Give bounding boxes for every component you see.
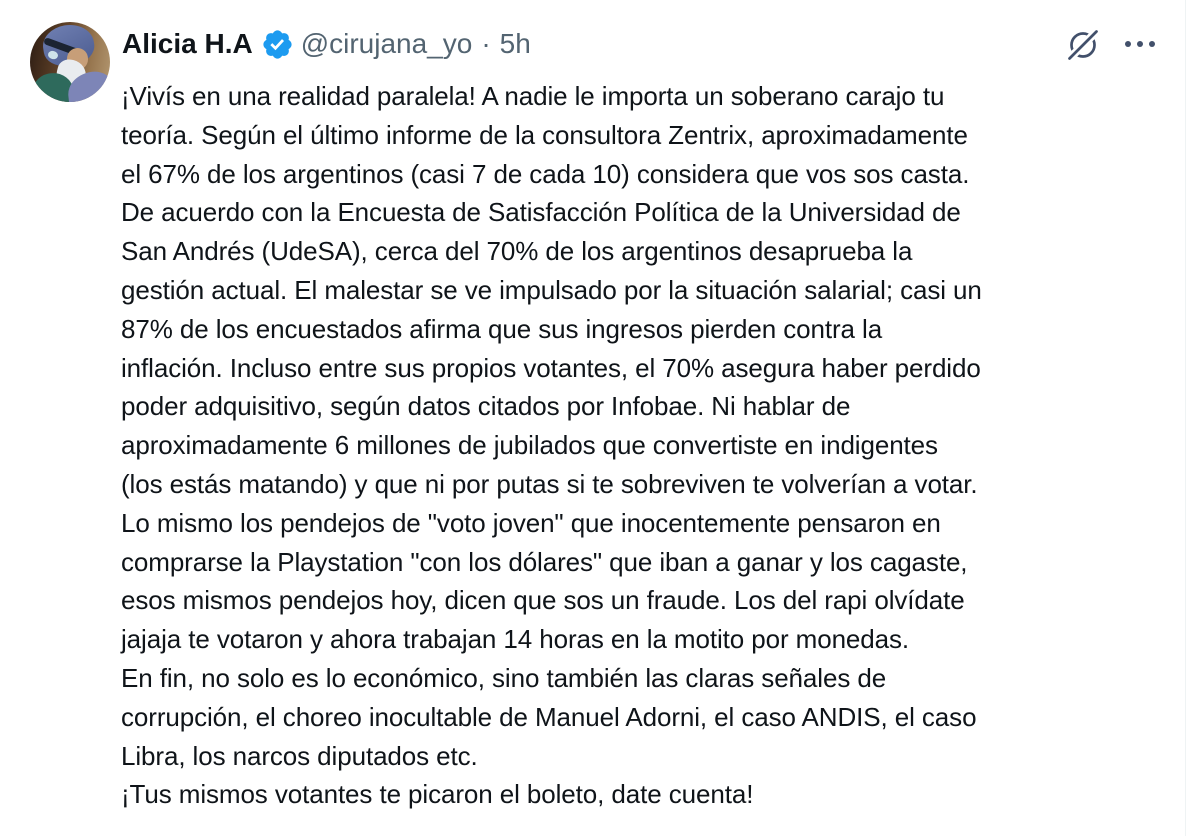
tweet-text-line: comprarse la Playstation "con los dólares" que iban a ganar y los cagaste, — [121, 546, 968, 577]
tweet-text-line: San Andrés (UdeSA), cerca del 70% de los argentinos desaprueba la — [121, 236, 913, 267]
tweet-text-line: De acuerdo con la Encuesta de Satisfacción Política de la Universidad de — [121, 197, 961, 228]
grok-slash-circle-icon — [1063, 24, 1103, 64]
tweet-text-line: inflación. Incluso entre sus propios votantes, el 70% asegura haber perdido — [121, 352, 981, 383]
tweet-text-line: esos mismos pendejos hoy, dicen que sos un fraude. Los del rapi olvídate — [121, 585, 965, 616]
tweet-text-line: Lo mismo los pendejos de "voto joven" que inocentemente pensaron en — [121, 507, 941, 538]
tweet-text-line: (los estás matando) y que ni por putas si te sobreviven te volverían a votar. — [121, 468, 978, 499]
tweet-text-line: ¡Vivís en una realidad paralela! A nadie le importa un soberano carajo tu — [121, 81, 945, 111]
tweet-text-line: teoría. Según el último informe de la consultora Zentrix, aproximadamente — [121, 119, 968, 150]
dot-separator: · — [481, 28, 491, 59]
more-button[interactable] — [1123, 37, 1157, 51]
timestamp[interactable]: 5h — [499, 28, 531, 59]
avatar[interactable] — [30, 22, 110, 102]
author-handle[interactable]: @cirujana_yo — [300, 28, 473, 59]
tweet-text-line: poder adquisitivo, según datos citados por Infobae. Ni hablar de — [121, 391, 851, 422]
tweet-text-line: 87% de los encuestados afirma que sus ingresos pierden contra la — [121, 313, 883, 344]
header-actions — [1063, 24, 1157, 64]
tweet-text-line: corrupción, el choreo inocultable de Manuel Adorni, el caso ANDIS, el caso — [121, 701, 977, 732]
verified-badge-icon — [261, 28, 294, 61]
tweet-text-line: aproximadamente 6 millones de jubilados que convertiste en indigentes — [121, 430, 938, 461]
tweet-text-line: gestión actual. El malestar se ve impulsado por la situación salarial; casi un — [121, 274, 982, 305]
tweet-text-line: En fin, no solo es lo económico, sino también las claras señales de — [121, 662, 887, 693]
tweet-text-line: Libra, los narcos diputados etc. — [121, 740, 478, 771]
tweet-text — [121, 77, 1181, 814]
column-right-border — [1185, 0, 1186, 836]
grok-enhance-button[interactable] — [1063, 24, 1103, 64]
ellipsis-icon — [1123, 37, 1157, 51]
tweet-text-line: el 67% de los argentinos (casi 7 de cada 10) considera que vos sos casta. — [121, 158, 970, 189]
tweet-header — [122, 22, 1157, 66]
tweet-text-line: ¡Tus mismos votantes te picaron el boleto, date cuenta! — [121, 779, 754, 810]
tweet-text-line: jajaja te votaron y ahora trabajan 14 horas en la motito por monedas. — [121, 624, 910, 655]
author-name[interactable]: Alicia H.A — [122, 28, 253, 59]
